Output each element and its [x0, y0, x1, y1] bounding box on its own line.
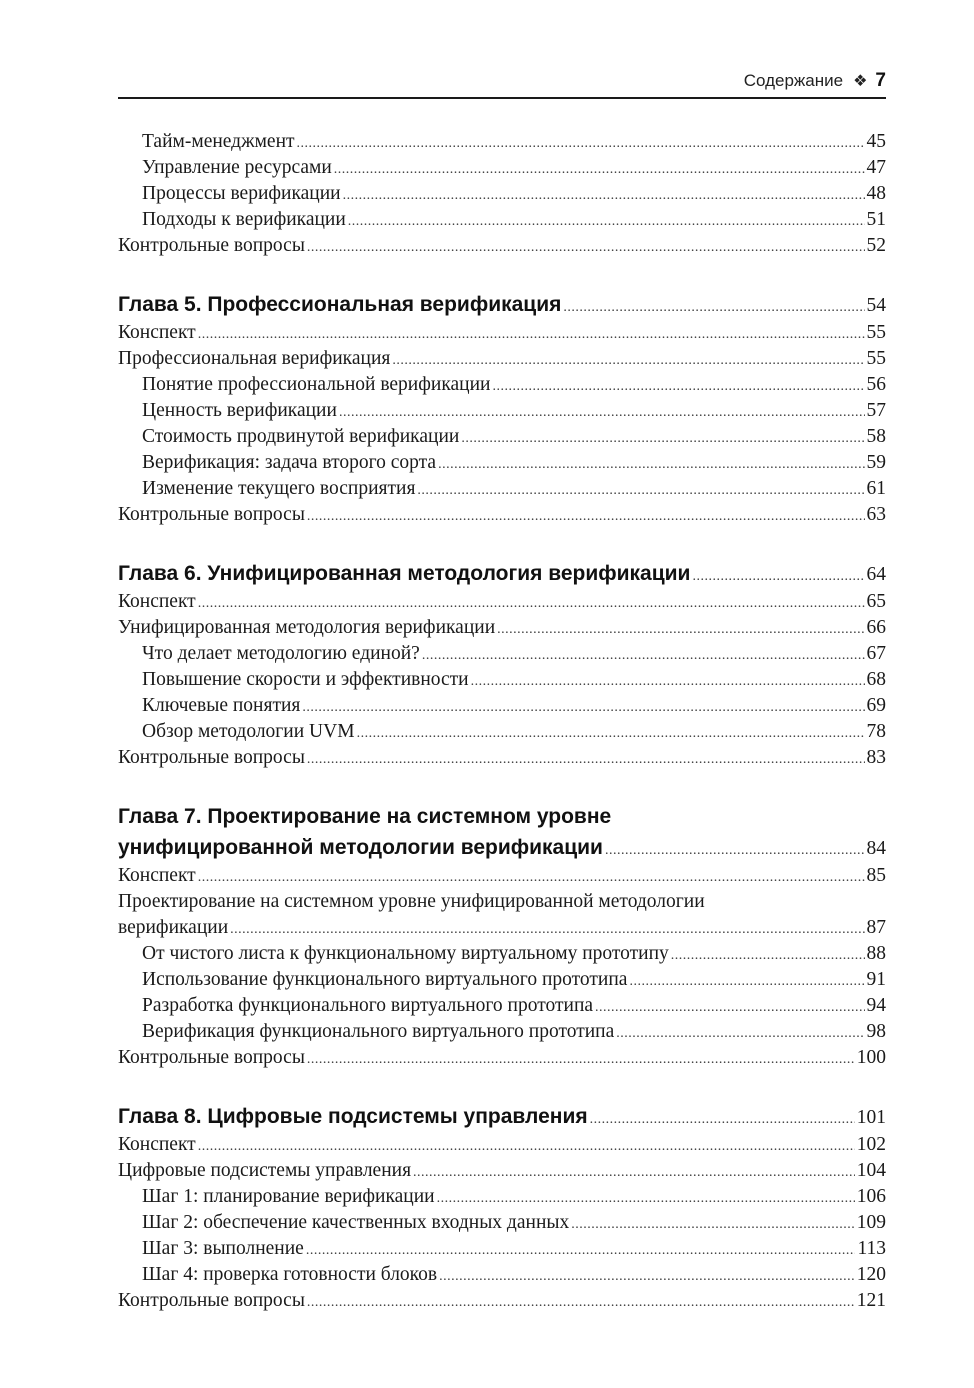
toc-entry-title: верификации	[118, 917, 229, 938]
toc-entry-title: Контрольные вопросы	[118, 1047, 305, 1068]
chapter-7	[118, 801, 886, 1071]
toc-entry-page: 94	[866, 995, 886, 1016]
toc-entry-page: 109	[856, 1212, 886, 1233]
toc-entry[interactable]	[118, 207, 886, 233]
toc-entry-page: 83	[866, 747, 886, 768]
toc-entry-title: Контрольные вопросы	[118, 504, 305, 525]
toc-entry-title: Цифровые подсистемы управления	[118, 1160, 412, 1181]
toc-entry[interactable]	[118, 667, 886, 693]
dot-leader	[616, 1021, 864, 1047]
toc-entry-page: 48	[866, 183, 886, 204]
dot-leader	[307, 1290, 855, 1316]
chapter-title: унифицированной методологии верификации	[118, 836, 603, 859]
dot-leader	[671, 943, 865, 969]
dot-leader	[471, 669, 865, 695]
dot-leader	[392, 348, 864, 374]
toc-entry[interactable]	[118, 346, 886, 372]
toc-entry-page: 121	[856, 1290, 886, 1311]
ornament-icon: ❖	[853, 73, 868, 90]
toc-entry-page: 120	[856, 1264, 886, 1285]
dot-leader	[439, 1264, 855, 1290]
chapter-heading[interactable]	[118, 1101, 886, 1132]
running-header	[744, 70, 886, 92]
chapter-title: Глава 8. Цифровые подсистемы управления	[118, 1105, 588, 1128]
toc-entry-title: Использование функционального виртуального прототипа	[142, 969, 628, 990]
toc-entry[interactable]	[118, 589, 886, 615]
toc-entry-page: 104	[856, 1160, 886, 1181]
toc-entry-page: 102	[856, 1134, 886, 1155]
dot-leader	[492, 374, 864, 400]
toc-entry-title: Управление ресурсами	[142, 157, 332, 178]
toc-entry-page: 88	[866, 943, 886, 964]
dot-leader	[198, 1134, 855, 1160]
dot-leader	[497, 617, 864, 643]
dot-leader	[692, 561, 864, 592]
toc-entry-page: 59	[866, 452, 886, 473]
toc-entry-page: 68	[866, 669, 886, 690]
toc-entry-page: 113	[857, 1238, 886, 1259]
toc-entry-page: 87	[866, 917, 886, 938]
toc-entry[interactable]	[118, 615, 886, 641]
toc-entry-page: 52	[866, 235, 886, 256]
toc-entry[interactable]	[118, 372, 886, 398]
toc-entry-page: 57	[866, 400, 886, 421]
toc-entry-page: 85	[866, 865, 886, 886]
toc-entry-title: Изменение текущего восприятия	[142, 478, 416, 499]
toc-entry-title: Контрольные вопросы	[118, 235, 305, 256]
toc-entry-title-line-1[interactable]: Проектирование на системном уровне унифицированной методологии	[118, 891, 705, 912]
toc-entry-title: Подходы к верификации	[142, 209, 346, 230]
toc-entry-title: Контрольные вопросы	[118, 1290, 305, 1311]
toc-entry-title: Шаг 4: проверка готовности блоков	[142, 1264, 438, 1285]
toc-entry[interactable]	[118, 915, 886, 941]
dot-leader	[629, 969, 864, 995]
chapter-5	[118, 289, 886, 528]
toc-entry-title: Шаг 3: выполнение	[142, 1238, 304, 1259]
toc-entry[interactable]	[118, 941, 886, 967]
chapter-page: 84	[866, 838, 886, 859]
dot-leader	[357, 721, 865, 747]
toc-entry-title: Повышение скорости и эффективности	[142, 669, 469, 690]
toc-continuation	[118, 129, 886, 259]
toc-entry-title: Ключевые понятия	[142, 695, 301, 716]
toc-entry-title: Контрольные вопросы	[118, 747, 305, 768]
toc-entry[interactable]	[118, 641, 886, 667]
toc-entry[interactable]	[118, 1236, 886, 1262]
chapter-heading[interactable]	[118, 558, 886, 589]
dot-leader	[297, 131, 865, 157]
toc-entry[interactable]	[118, 1158, 886, 1184]
toc-entry-title: Стоимость продвинутой верификации	[142, 426, 460, 447]
chapter-page: 101	[856, 1107, 886, 1128]
toc-entry[interactable]	[118, 1288, 886, 1314]
toc-entry-page: 58	[866, 426, 886, 447]
toc-entry-title: Процессы верификации	[142, 183, 341, 204]
toc-entry[interactable]	[118, 1045, 886, 1071]
toc-entry-page: 51	[866, 209, 886, 230]
toc-entry-page: 91	[866, 969, 886, 990]
toc-entry-page: 65	[866, 591, 886, 612]
toc-entry[interactable]	[118, 719, 886, 745]
toc-entry-title: Конспект	[118, 1134, 196, 1155]
toc-entry-title: Унифицированная методология верификации	[118, 617, 496, 638]
dot-leader	[343, 183, 865, 209]
toc-entry[interactable]	[118, 863, 886, 889]
dot-leader	[198, 591, 865, 617]
toc-entry-title: Конспект	[118, 865, 196, 886]
dot-leader	[198, 865, 865, 891]
dot-leader	[307, 504, 865, 530]
toc-entry-page: 106	[856, 1186, 886, 1207]
toc-entry[interactable]	[118, 1210, 886, 1236]
toc-entry[interactable]	[118, 967, 886, 993]
toc-entry-page: 47	[866, 157, 886, 178]
toc-entry[interactable]	[118, 450, 886, 476]
running-title: Содержание	[743, 71, 844, 90]
chapter-title: Глава 5. Профессиональная верификация	[118, 293, 562, 316]
toc-entry-title: Понятие профессиональной верификации	[142, 374, 491, 395]
toc-entry[interactable]	[118, 1132, 886, 1158]
dot-leader	[302, 695, 864, 721]
dot-leader	[307, 235, 865, 261]
toc-entry[interactable]	[118, 476, 886, 502]
toc-entry[interactable]	[118, 398, 886, 424]
toc-entry[interactable]	[118, 693, 886, 719]
chapter-title-line-1[interactable]: Глава 7. Проектирование на системном уровне	[118, 805, 612, 828]
dot-leader	[307, 747, 865, 773]
toc-entry[interactable]	[118, 320, 886, 346]
toc-entry[interactable]	[118, 233, 886, 259]
dot-leader	[306, 1238, 856, 1264]
toc-entry-page: 55	[866, 322, 886, 343]
toc-entry-page: 100	[856, 1047, 886, 1068]
dot-leader	[437, 1186, 855, 1212]
toc-entry-title: Тайм-менеджмент	[142, 131, 295, 152]
toc-entry-title: Профессиональная верификация	[118, 348, 391, 369]
toc-entry-page: 98	[866, 1021, 886, 1042]
toc-entry-title: Конспект	[118, 322, 196, 343]
dot-leader	[461, 426, 864, 452]
chapter-8	[118, 1101, 886, 1314]
toc-entry-page: 69	[866, 695, 886, 716]
toc-entry-title: Шаг 1: планирование верификации	[142, 1186, 435, 1207]
dot-leader	[595, 995, 864, 1021]
dot-leader	[198, 322, 865, 348]
toc-entry-page: 67	[866, 643, 886, 664]
table-of-contents	[118, 129, 886, 1314]
toc-entry-title: Шаг 2: обеспечение качественных входных данных	[142, 1212, 570, 1233]
toc-entry-page: 56	[866, 374, 886, 395]
toc-entry-title: Ценность верификации	[142, 400, 337, 421]
toc-entry-title: Что делает методологию единой?	[142, 643, 420, 664]
toc-entry-page: 66	[866, 617, 886, 638]
toc-entry[interactable]	[118, 1184, 886, 1210]
dot-leader	[605, 835, 865, 866]
toc-entry-title: Верификация: задача второго сорта	[142, 452, 437, 473]
toc-entry[interactable]	[118, 745, 886, 771]
dot-leader	[230, 917, 864, 943]
toc-entry-title: Разработка функционального виртуального прототипа	[142, 995, 594, 1016]
chapter-page: 64	[866, 564, 886, 585]
chapter-title: Глава 6. Унифицированная методология верификации	[118, 562, 691, 585]
dot-leader	[422, 643, 865, 669]
toc-entry-page: 55	[866, 348, 886, 369]
dot-leader	[590, 1104, 855, 1135]
dot-leader	[334, 157, 865, 183]
dot-leader	[417, 478, 864, 504]
toc-entry[interactable]	[118, 1262, 886, 1288]
dot-leader	[571, 1212, 855, 1238]
dot-leader	[348, 209, 865, 235]
dot-leader	[413, 1160, 855, 1186]
toc-entry[interactable]	[118, 1019, 886, 1045]
dot-leader	[438, 452, 864, 478]
toc-entry[interactable]	[118, 502, 886, 528]
chapter-heading[interactable]	[118, 832, 886, 863]
chapter-page: 54	[866, 295, 886, 316]
toc-entry-page: 78	[866, 721, 886, 742]
toc-entry[interactable]	[118, 155, 886, 181]
toc-entry-title: От чистого листа к функциональному виртуальному прототипу	[142, 943, 669, 964]
toc-entry[interactable]	[118, 424, 886, 450]
page-number: 7	[875, 70, 886, 91]
toc-entry-page: 63	[866, 504, 886, 525]
toc-entry[interactable]	[118, 181, 886, 207]
toc-entry-title: Конспект	[118, 591, 196, 612]
toc-entry[interactable]	[118, 993, 886, 1019]
dot-leader	[563, 292, 864, 323]
dot-leader	[307, 1047, 855, 1073]
header-rule	[118, 97, 886, 99]
toc-entry-page: 45	[866, 131, 886, 152]
toc-entry-page: 61	[866, 478, 886, 499]
toc-entry-title: Обзор методологии UVM	[142, 721, 355, 742]
toc-entry-title: Верификация функционального виртуального прототипа	[142, 1021, 615, 1042]
dot-leader	[339, 400, 865, 426]
chapter-heading[interactable]	[118, 289, 886, 320]
chapter-6	[118, 558, 886, 771]
toc-entry[interactable]	[118, 129, 886, 155]
